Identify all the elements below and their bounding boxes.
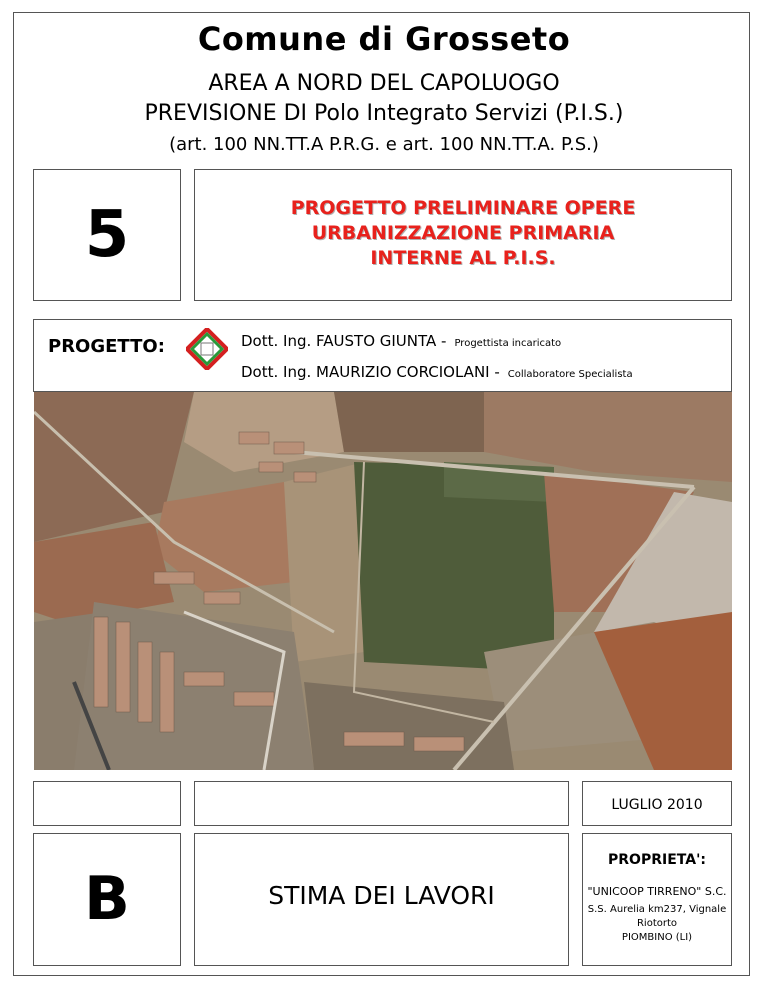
aerial-photo (34, 392, 732, 770)
document-title-line-2: URBANIZZAZIONE PRIMARIA (311, 222, 615, 244)
engineer-2-role: Collaboratore Specialista (507, 369, 633, 380)
owner-box (582, 833, 732, 966)
document-title (195, 196, 731, 271)
forecast-title: PREVISIONE DI Polo Integrato Servizi (P.I.S.) (144, 101, 624, 126)
owner-address-3: PIOMBINO (LI) (621, 932, 693, 943)
section-title: STIMA DEI LAVORI (268, 881, 495, 910)
engineer-2-name: Dott. Ing. MAURIZIO CORCIOLANI - (241, 363, 500, 381)
date: LUGLIO 2010 (611, 797, 703, 813)
owner-name: "UNICOOP TIRRENO" S.C. (587, 885, 727, 898)
document-title-line-1: PROGETTO PRELIMINARE OPERE (290, 197, 636, 219)
document-number: 5 (84, 198, 130, 272)
document-number-box (33, 169, 181, 301)
aerial-photo-image (34, 392, 732, 770)
article-reference: (art. 100 NN.TT.A P.R.G. e art. 100 NN.TT.A. P.S.) (169, 134, 599, 155)
owner-address-2: Riotorto (636, 918, 678, 929)
engineer-1-name: Dott. Ing. FAUSTO GIUNTA - (241, 332, 447, 350)
project-label: PROGETTO: (48, 336, 165, 357)
engineer-1 (241, 332, 561, 350)
section-title-box (194, 833, 569, 966)
area-title: AREA A NORD DEL CAPOLUOGO (208, 71, 560, 96)
section-letter-box (33, 833, 181, 966)
document-title-box (194, 169, 732, 301)
owner-address-1: S.S. Aurelia km237, Vignale (587, 904, 727, 915)
municipality-title: Comune di Grosseto (197, 20, 571, 58)
date-box (582, 781, 732, 826)
project-box (33, 319, 732, 392)
empty-cell-2 (194, 781, 569, 826)
empty-cell-1 (33, 781, 181, 826)
document-title-line-3: INTERNE AL P.I.S. (370, 247, 556, 269)
engineer-2 (241, 363, 633, 381)
engineering-logo (186, 328, 228, 370)
engineer-1-role: Progettista incaricato (454, 338, 562, 349)
owner-label: PROPRIETA': (608, 852, 706, 868)
section-letter: B (84, 864, 130, 934)
